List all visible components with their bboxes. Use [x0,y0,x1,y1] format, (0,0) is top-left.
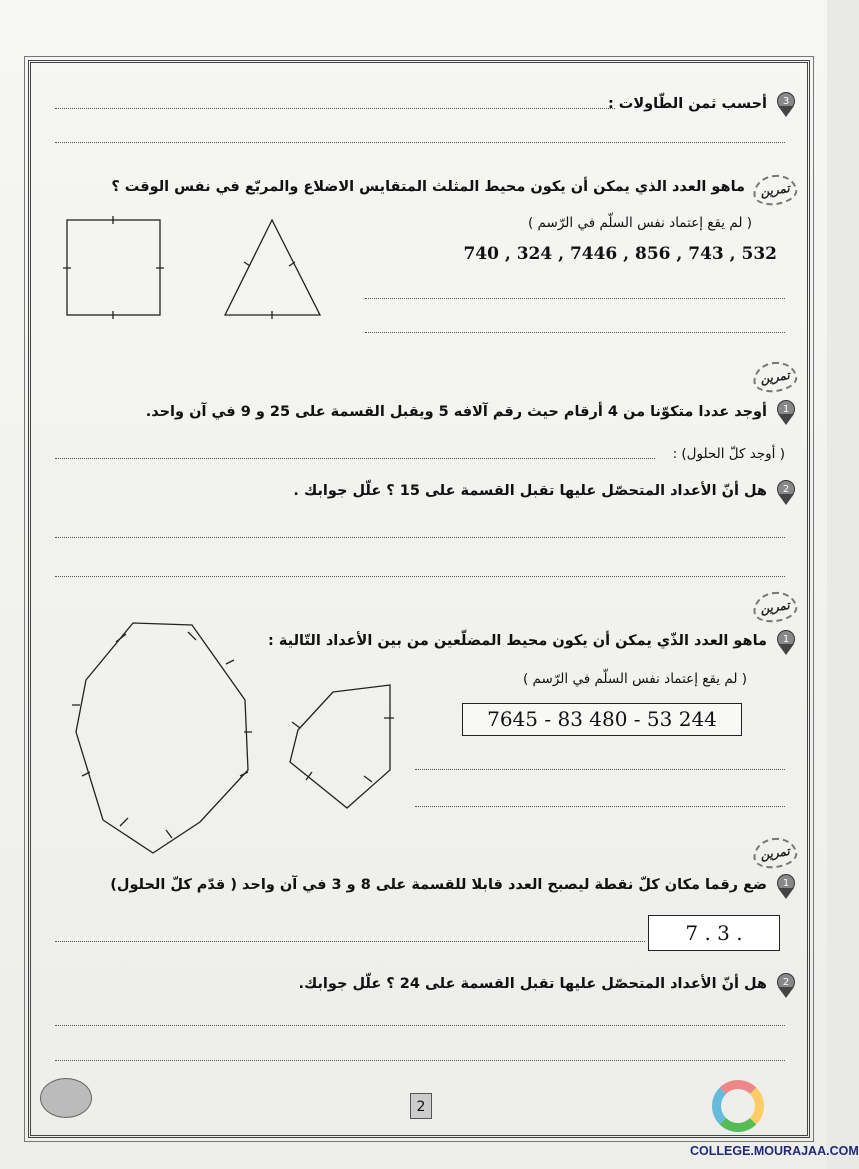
number-badge-icon: 1 [775,630,797,656]
question-note: ( أوجد كلّ الحلول) : [672,446,785,462]
number-badge-icon: 1 [775,874,797,900]
number-options-box: 7645 - 83 480 - 53 244 [462,703,742,736]
answer-line [55,1025,785,1026]
exercise-badge: تمرين [751,359,799,395]
answer-line [415,769,785,770]
question-text: أحسب ثمن الطّاولات : [607,96,767,112]
triangle-figure [225,220,320,315]
site-url: COLLEGE.MOURAJAA.COM [690,1144,859,1158]
site-logo-icon [712,1080,764,1132]
question-text: هل أنّ الأعداد المتحصّل عليها تقبل القسمة على 15 ؟ علّل جوابك . [293,483,767,499]
number-box: 7 . 3 . [648,915,780,951]
number-badge-icon: 1 [775,400,797,426]
question-text: هل أنّ الأعداد المتحصّل عليها تقبل القسمة على 24 ؟ علّل جوابك. [298,976,767,992]
number-badge-icon: 2 [775,480,797,506]
scale-note: ( لم يقع إعتماد نفس السلّم في الرّسم ) [527,215,752,231]
answer-line [55,576,785,577]
number-badge-icon: 2 [775,973,797,999]
answer-line [415,806,785,807]
question-text: ضع رقما مكان كلّ نقطة ليصبح العدد قابلا للقسمة على 8 و 3 في آن واحد ( قدّم كلّ الحلول) [110,877,767,893]
number-list: 740 , 324 , 7446 , 856 , 743 , 532 [463,244,777,264]
scale-note: ( لم يقع إعتماد نفس السلّم في الرّسم ) [522,671,747,687]
exercise-badge: تمرين [751,589,799,625]
publisher-logo [40,1078,92,1118]
page-number: 2 [410,1093,432,1119]
octagon-figure [76,623,248,853]
answer-line [55,537,785,538]
square-figure [67,220,160,315]
pentagon-figure [290,685,390,808]
question-text: ماهو العدد الذي يمكن أن يكون محيط المثلث المتقايس الاضلاع والمربّع في نفس الوقت ؟ [111,179,745,195]
exercise-badge: تمرين [751,835,799,871]
number-badge-icon: 3 [775,92,797,118]
answer-line [55,1060,785,1061]
exercise-badge: تمرين [751,172,799,208]
answer-line [55,941,645,942]
answer-line [55,458,655,459]
question-text: ماهو العدد الذّي يمكن أن يكون محيط المضلّعين من بين الأعداد التّالية : [268,633,767,649]
question-text: أوجد عددا متكوّنا من 4 أرقام حيث رقم آلافه 5 ويقبل القسمة على 25 و 9 في آن واحد. [145,404,767,420]
